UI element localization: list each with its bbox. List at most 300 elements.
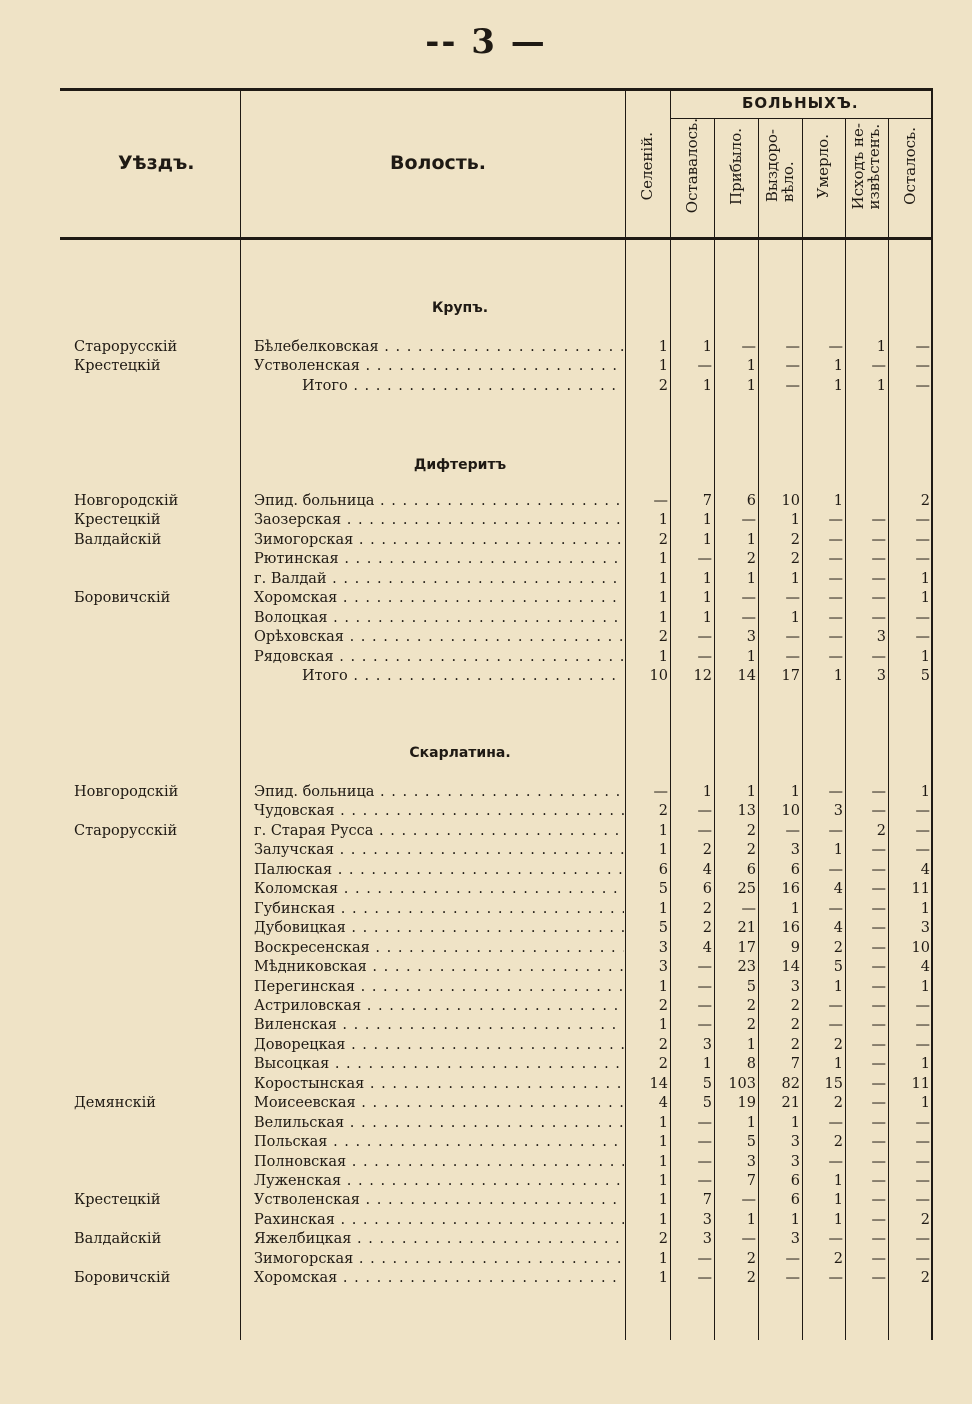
value-cell: 4 [702, 861, 712, 878]
table-row [0, 862, 972, 881]
value-cell: 14 [737, 668, 756, 685]
value-cell: 2 [658, 531, 668, 548]
section-title: Скарлатина. [409, 745, 511, 761]
value-cell: — [828, 822, 843, 839]
value-cell: — [828, 648, 843, 665]
value-cell: 1 [833, 842, 843, 859]
uezd-cell: Боровичскій [74, 590, 171, 607]
volost-cell: Волоцкая . . . [254, 610, 624, 626]
value-cell: — [915, 1153, 930, 1170]
value-cell: 25 [737, 881, 756, 898]
volost-cell: Эпид. больница . . . [254, 493, 624, 509]
value-cell: 1 [658, 339, 668, 355]
value-cell: — [828, 1114, 843, 1131]
value-cell: 1 [746, 377, 756, 394]
value-cell: 2 [658, 997, 668, 1014]
uezd-cell: Валдайскій [74, 1231, 162, 1248]
value-cell: 2 [833, 1095, 843, 1112]
header-volost: Волость. [390, 152, 487, 174]
value-cell: 16 [781, 881, 800, 898]
header-ostalos: Осталось. [901, 127, 919, 205]
value-cell: 3 [876, 668, 886, 685]
value-cell: 1 [790, 570, 800, 587]
value-cell: 4 [833, 920, 843, 937]
value-cell: — [697, 358, 712, 375]
value-cell: 9 [790, 939, 800, 956]
value-cell: — [828, 997, 843, 1014]
value-cell: — [741, 1231, 756, 1248]
table-top-rule [60, 88, 932, 91]
volost-cell: Высоцкая . . . [254, 1056, 624, 1072]
table-row [0, 358, 972, 377]
value-cell: 1 [833, 1173, 843, 1189]
value-cell: 2 [920, 1211, 930, 1228]
value-cell: — [915, 629, 930, 646]
value-cell: — [828, 1017, 843, 1034]
value-cell: 1 [790, 900, 800, 917]
value-cell: 1 [746, 1036, 756, 1053]
value-cell: 1 [702, 570, 712, 587]
value-cell: 21 [781, 1095, 800, 1112]
value-cell: 1 [790, 1211, 800, 1228]
volost-cell: Луженская . . . [254, 1173, 624, 1189]
value-cell: — [915, 1250, 930, 1267]
value-cell: 2 [746, 1017, 756, 1034]
value-cell: 1 [658, 551, 668, 568]
value-cell: 1 [658, 1192, 668, 1209]
value-cell: 2 [833, 1134, 843, 1151]
value-cell: 6 [702, 881, 712, 898]
value-cell: 2 [658, 1231, 668, 1248]
value-cell: 7 [790, 1056, 800, 1073]
value-cell: — [741, 590, 756, 607]
value-cell: — [741, 1192, 756, 1209]
value-cell: — [871, 531, 886, 548]
value-cell: 1 [658, 978, 668, 995]
volost-cell: Хоромская . . . [254, 590, 624, 606]
value-cell: — [915, 339, 930, 355]
value-cell: 1 [658, 1017, 668, 1034]
value-cell: — [871, 959, 886, 976]
value-cell: — [871, 1075, 886, 1092]
table-row [0, 1037, 972, 1056]
value-cell: 2 [876, 822, 886, 839]
value-cell: 1 [746, 648, 756, 665]
value-cell: 2 [920, 493, 930, 509]
value-cell: 2 [920, 1270, 930, 1287]
value-cell: — [828, 512, 843, 529]
value-cell: 1 [702, 339, 712, 355]
table-row [0, 493, 972, 512]
value-cell: 2 [746, 1270, 756, 1287]
value-cell: 2 [790, 1017, 800, 1034]
value-cell: 21 [737, 920, 756, 937]
value-cell: — [741, 339, 756, 355]
value-cell: 10 [649, 668, 668, 685]
value-cell: 1 [920, 784, 930, 800]
header-bolnykh: БОЛЬНЫХЪ. [742, 94, 859, 112]
value-cell: — [871, 358, 886, 375]
value-cell: — [871, 1017, 886, 1034]
value-cell: — [915, 1036, 930, 1053]
value-cell: 14 [781, 959, 800, 976]
value-cell: 1 [658, 822, 668, 839]
volost-cell: Эпид. больница . . . [254, 784, 624, 800]
value-cell: — [697, 1270, 712, 1287]
value-cell: — [915, 822, 930, 839]
value-cell: 3 [702, 1231, 712, 1248]
value-cell: 1 [702, 377, 712, 394]
value-cell: — [871, 881, 886, 898]
uezd-cell: Новгородскій [74, 784, 179, 800]
table-row [0, 610, 972, 629]
value-cell: 11 [911, 1075, 930, 1092]
value-cell: 16 [781, 920, 800, 937]
table-row [0, 551, 972, 570]
value-cell: — [653, 784, 668, 800]
value-cell: — [828, 1231, 843, 1248]
value-cell: 2 [746, 551, 756, 568]
value-cell: — [871, 920, 886, 937]
header-umerlo: Умерло. [814, 133, 832, 199]
table-row [0, 1251, 972, 1270]
value-cell: 1 [746, 1211, 756, 1228]
value-cell: 7 [702, 1192, 712, 1209]
volost-cell: Бѣлебелковская . . . [254, 339, 624, 355]
value-cell: 1 [833, 1056, 843, 1073]
value-cell: — [828, 570, 843, 587]
value-cell: — [871, 978, 886, 995]
table-row [0, 571, 972, 590]
value-cell: — [915, 842, 930, 859]
value-cell: — [828, 531, 843, 548]
value-cell: 2 [790, 551, 800, 568]
value-cell: — [828, 339, 843, 355]
value-cell: 3 [876, 629, 886, 646]
value-cell: — [697, 1114, 712, 1131]
value-cell: — [785, 648, 800, 665]
volost-cell: Орѣховская . . . [254, 629, 624, 645]
header-ostavalos: Оставалось. [683, 118, 701, 214]
value-cell: 3 [746, 1153, 756, 1170]
value-cell: 12 [693, 668, 712, 685]
value-cell: — [871, 1270, 886, 1287]
value-cell: 5 [833, 959, 843, 976]
value-cell: 8 [746, 1056, 756, 1073]
value-cell: 3 [702, 1211, 712, 1228]
value-cell: 6 [746, 861, 756, 878]
volost-cell: Дубовицкая . . . [254, 920, 624, 936]
value-cell: 1 [746, 1114, 756, 1131]
value-cell: 1 [920, 570, 930, 587]
volost-cell: Перегинская . . . [254, 979, 624, 995]
volost-cell: Зимогорская . . . [254, 532, 624, 548]
value-cell: 3 [658, 939, 668, 956]
value-cell: 1 [658, 842, 668, 859]
value-cell: 82 [781, 1075, 800, 1092]
uezd-cell: Демянскій [74, 1095, 156, 1112]
volost-cell: Моисеевская . . . [254, 1095, 624, 1111]
value-cell: — [697, 1153, 712, 1170]
volost-cell: Велильская . . . [254, 1115, 624, 1131]
value-cell: — [697, 629, 712, 646]
value-cell: 1 [702, 590, 712, 607]
value-cell: — [741, 900, 756, 917]
value-cell: — [697, 1250, 712, 1267]
value-cell: 11 [911, 881, 930, 898]
value-cell: 6 [746, 493, 756, 509]
table-row [0, 1017, 972, 1036]
value-cell: — [871, 1173, 886, 1189]
value-cell: 1 [833, 358, 843, 375]
table-row [0, 784, 972, 803]
value-cell: — [871, 512, 886, 529]
table-row [0, 1154, 972, 1173]
total-row [0, 668, 972, 687]
value-cell: — [871, 1211, 886, 1228]
value-cell: 5 [746, 1134, 756, 1151]
value-cell: — [828, 784, 843, 800]
value-cell: — [697, 648, 712, 665]
value-cell: 1 [658, 1211, 668, 1228]
value-cell: 10 [781, 493, 800, 509]
value-cell: 1 [658, 358, 668, 375]
value-cell: 2 [746, 822, 756, 839]
value-cell: 5 [658, 920, 668, 937]
header-uezd: Уѣздъ. [118, 152, 195, 174]
table-row [0, 940, 972, 959]
value-cell: 1 [876, 339, 886, 355]
table-row [0, 1095, 972, 1114]
value-cell: 4 [702, 939, 712, 956]
value-cell: 4 [920, 959, 930, 976]
value-cell: 5 [658, 881, 668, 898]
value-cell: 13 [737, 803, 756, 820]
volost-cell: Доворецкая . . . [254, 1037, 624, 1053]
volost-cell: Рютинская . . . [254, 551, 624, 567]
table-row [0, 959, 972, 978]
volost-cell: Палюская . . . [254, 862, 624, 878]
value-cell: 6 [790, 1192, 800, 1209]
value-cell: 1 [702, 609, 712, 626]
value-cell: — [871, 1250, 886, 1267]
table-row [0, 1192, 972, 1211]
value-cell: 1 [702, 1056, 712, 1073]
value-cell: — [828, 551, 843, 568]
table-row [0, 881, 972, 900]
value-cell: — [871, 842, 886, 859]
value-cell: 1 [658, 1270, 668, 1287]
value-cell: 3 [790, 1231, 800, 1248]
value-cell: 1 [658, 1153, 668, 1170]
value-cell: 3 [658, 959, 668, 976]
value-cell: — [915, 1173, 930, 1189]
value-cell: — [915, 531, 930, 548]
uezd-cell: Крестецкій [74, 512, 161, 529]
value-cell: 2 [833, 1250, 843, 1267]
value-cell: 10 [781, 803, 800, 820]
volost-cell: Виленская . . . [254, 1017, 624, 1033]
value-cell: 2 [790, 1036, 800, 1053]
value-cell: 7 [746, 1173, 756, 1189]
volost-cell: Яжелбицкая . . . [254, 1231, 624, 1247]
value-cell: 19 [737, 1095, 756, 1112]
value-cell: — [871, 997, 886, 1014]
value-cell: 1 [920, 590, 930, 607]
value-cell: 2 [790, 531, 800, 548]
value-cell: — [871, 1095, 886, 1112]
value-cell: 5 [702, 1095, 712, 1112]
value-cell: — [697, 997, 712, 1014]
value-cell: 1 [658, 648, 668, 665]
value-cell: 17 [781, 668, 800, 685]
uezd-cell: Старорусскій [74, 822, 178, 839]
value-cell: — [828, 590, 843, 607]
value-cell: — [697, 1134, 712, 1151]
volost-cell: г. Валдай . . . [254, 571, 624, 587]
value-cell: 1 [658, 1173, 668, 1189]
table-row [0, 979, 972, 998]
volost-cell: Астриловская . . . [254, 998, 624, 1014]
value-cell: — [871, 1192, 886, 1209]
volost-cell: Полновская . . . [254, 1154, 624, 1170]
table-row [0, 339, 972, 358]
value-cell: — [871, 1231, 886, 1248]
value-cell: — [828, 1153, 843, 1170]
value-cell: — [697, 822, 712, 839]
value-cell: — [871, 609, 886, 626]
value-cell: — [915, 512, 930, 529]
value-cell: 6 [790, 861, 800, 878]
table-row [0, 512, 972, 531]
value-cell: 1 [746, 531, 756, 548]
volost-cell: Итого . . . [302, 378, 624, 394]
value-cell: 1 [658, 1134, 668, 1151]
volost-cell: Устволенская . . . [254, 358, 624, 374]
value-cell: 1 [790, 609, 800, 626]
value-cell: 1 [920, 648, 930, 665]
value-cell: — [871, 784, 886, 800]
volost-cell: Рахинская . . . [254, 1212, 624, 1228]
value-cell: 4 [658, 1095, 668, 1112]
value-cell: 2 [790, 997, 800, 1014]
header-pribylo: Прибыло. [727, 127, 745, 205]
value-cell: 17 [737, 939, 756, 956]
value-cell: 2 [658, 803, 668, 820]
value-cell: 1 [920, 978, 930, 995]
value-cell: 1 [658, 512, 668, 529]
value-cell: 2 [658, 1056, 668, 1073]
value-cell: — [871, 803, 886, 820]
uezd-cell: Валдайскій [74, 531, 162, 548]
table-row [0, 1231, 972, 1250]
value-cell: 1 [833, 668, 843, 685]
value-cell: 1 [658, 590, 668, 607]
section-title: Крупъ. [431, 300, 489, 316]
value-cell: 2 [746, 1250, 756, 1267]
page-number: -- 3 — [425, 22, 547, 62]
value-cell: 1 [833, 493, 843, 509]
value-cell: — [871, 551, 886, 568]
table-row [0, 1212, 972, 1231]
volost-cell: Чудовская . . . [254, 803, 624, 819]
value-cell: — [785, 1270, 800, 1287]
value-cell: 3 [790, 842, 800, 859]
value-cell: — [785, 358, 800, 375]
value-cell: 1 [702, 784, 712, 800]
header-iskhod-neizvesten: Исходъ не- извѣстенъ. [849, 122, 883, 210]
table-row [0, 1270, 972, 1289]
value-cell: — [915, 1231, 930, 1248]
table-row [0, 842, 972, 861]
value-cell: 23 [737, 959, 756, 976]
value-cell: — [697, 1017, 712, 1034]
value-cell: — [697, 803, 712, 820]
value-cell: 1 [833, 978, 843, 995]
value-cell: 2 [658, 629, 668, 646]
value-cell: 6 [790, 1173, 800, 1189]
value-cell: — [871, 648, 886, 665]
value-cell: 1 [920, 1056, 930, 1073]
table-row [0, 998, 972, 1017]
value-cell: 1 [702, 531, 712, 548]
value-cell: — [871, 570, 886, 587]
value-cell: 1 [746, 358, 756, 375]
value-cell: — [697, 978, 712, 995]
value-cell: — [828, 861, 843, 878]
value-cell: — [871, 861, 886, 878]
volost-cell: Коломская . . . [254, 881, 624, 897]
value-cell: 1 [833, 377, 843, 394]
table-row [0, 920, 972, 939]
value-cell: — [915, 358, 930, 375]
value-cell: 2 [833, 939, 843, 956]
table-row [0, 1134, 972, 1153]
volost-cell: Польская . . . [254, 1134, 624, 1150]
value-cell: — [915, 551, 930, 568]
value-cell: — [785, 339, 800, 355]
value-cell: — [915, 1114, 930, 1131]
value-cell: 15 [824, 1075, 843, 1092]
value-cell: — [915, 1017, 930, 1034]
table-row [0, 629, 972, 648]
header-seleniy: Селеній. [638, 131, 656, 201]
uezd-cell: Крестецкій [74, 1192, 161, 1209]
table-row [0, 590, 972, 609]
value-cell: — [915, 1192, 930, 1209]
value-cell: — [871, 1153, 886, 1170]
value-cell: — [915, 1134, 930, 1151]
volost-cell: Устволенская . . . [254, 1192, 624, 1208]
volost-cell: г. Старая Русса . . . [254, 823, 624, 839]
uezd-cell: Новгородскій [74, 493, 179, 509]
value-cell: 3 [790, 1134, 800, 1151]
table-row [0, 803, 972, 822]
value-cell: 2 [658, 1036, 668, 1053]
value-cell: 1 [658, 1114, 668, 1131]
volost-cell: Залучская . . . [254, 842, 624, 858]
value-cell: — [785, 1250, 800, 1267]
value-cell: — [871, 1134, 886, 1151]
value-cell: 3 [833, 803, 843, 820]
value-cell: — [785, 590, 800, 607]
volost-cell: Рядовская . . . [254, 649, 624, 665]
value-cell: — [915, 377, 930, 394]
value-cell: 1 [790, 784, 800, 800]
value-cell: — [871, 1036, 886, 1053]
value-cell: 2 [702, 842, 712, 859]
value-cell: 2 [746, 842, 756, 859]
